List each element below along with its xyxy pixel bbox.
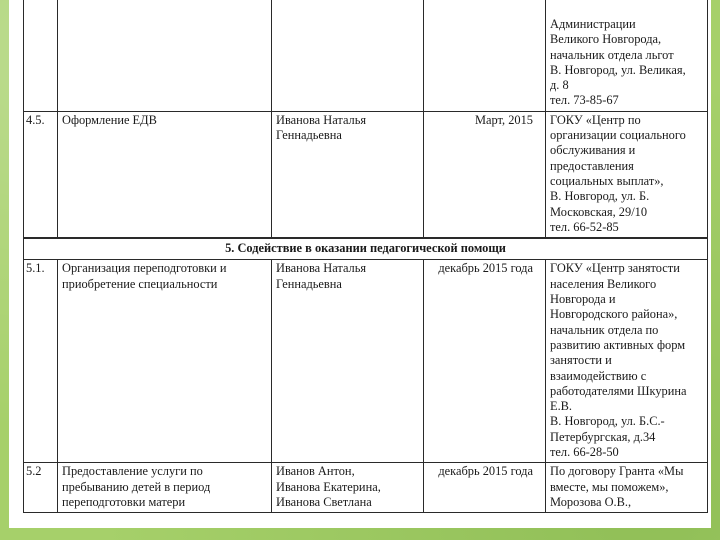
responsible-cell	[272, 111, 424, 238]
table-row	[24, 111, 708, 238]
partner-line: Великого Новгорода,	[550, 32, 662, 47]
partner-line: тел. 66-52-85	[550, 219, 619, 234]
event-line: пребыванию детей в период	[62, 479, 211, 494]
row-number: 5.1.	[24, 260, 58, 463]
partner-cell	[546, 0, 708, 111]
row-number: 4.5.	[24, 111, 58, 238]
partner-line: Московская, 29/10	[550, 204, 648, 219]
plan-table	[23, 0, 708, 513]
partner-line: ГОКУ «Центр по	[550, 112, 641, 127]
partner-line: социальных выплат»,	[550, 173, 664, 188]
responsible-line: Иванова Наталья	[276, 261, 367, 276]
partner-line: В. Новгород, ул. Великая,	[550, 62, 686, 77]
partner-line: тел. 73-85-67	[550, 93, 619, 108]
responsible-cell	[272, 260, 424, 463]
partner-line: д. 8	[550, 78, 569, 93]
partner-line: тел. 66-28-50	[550, 445, 619, 460]
partner-line: Новгорода и	[550, 292, 616, 307]
partner-line: организации социального	[550, 128, 686, 143]
table-row	[24, 260, 708, 463]
responsible-line: Иванова Светлана	[276, 494, 372, 509]
event-cell	[58, 111, 272, 238]
section-row	[24, 238, 708, 260]
responsible-line: Иванова Наталья	[276, 112, 367, 127]
responsible-line: Иванова Екатерина,	[276, 479, 381, 494]
date-cell: декабрь 2015 года	[424, 463, 546, 513]
partner-line: вместе, мы поможем»,	[550, 479, 669, 494]
partner-cell	[546, 260, 708, 463]
partner-line: Е.В.	[550, 399, 573, 414]
partner-line: населения Великого	[550, 276, 657, 291]
event-cell	[58, 0, 272, 111]
partner-line: Новгородского района»,	[550, 307, 678, 322]
partner-line: взаимодействию с	[550, 368, 647, 383]
partner-line: В. Новгород, ул. Б.	[550, 189, 650, 204]
event-cell	[58, 260, 272, 463]
event-cell	[58, 463, 272, 513]
row-number: 5.2	[24, 463, 58, 513]
partner-line: обслуживания и	[550, 143, 636, 158]
event-line: Организация переподготовки и	[62, 261, 227, 276]
partner-line: начальник отдела льгот	[550, 47, 674, 62]
responsible-line: Иванов Антон,	[276, 464, 355, 479]
responsible-cell	[272, 463, 424, 513]
partner-line: развитию активных форм	[550, 337, 686, 352]
partner-cell	[546, 463, 708, 513]
row-number	[24, 0, 58, 111]
date-cell: Март, 2015	[424, 111, 546, 238]
partner-line: предоставления	[550, 158, 634, 173]
event-line: переподготовки матери	[62, 494, 186, 509]
partner-cell	[546, 111, 708, 238]
responsible-cell	[272, 0, 424, 111]
table-row	[24, 0, 708, 111]
partner-line: Администрации	[550, 17, 636, 31]
responsible-line: Геннадьевна	[276, 128, 342, 143]
partner-line: Петербургская, д.34	[550, 429, 656, 444]
slide	[9, 0, 711, 528]
date-cell	[424, 0, 546, 111]
responsible-line: Геннадьевна	[276, 276, 342, 291]
partner-line: По договору Гранта «Мы	[550, 464, 684, 479]
partner-line: ГОКУ «Центр занятости	[550, 261, 680, 276]
event-line: приобретение специальности	[62, 276, 218, 291]
partner-line: работодателями Шкурина	[550, 383, 687, 398]
partner-line: Морозова О.В.,	[550, 494, 632, 509]
partner-line: занятости и	[550, 353, 612, 368]
partner-line: начальник отдела по	[550, 322, 659, 337]
partner-line: В. Новгород, ул. Б.С.-	[550, 414, 665, 429]
event-line: Оформление ЕДВ	[62, 112, 157, 127]
event-line: Предоставление услуги по	[62, 464, 203, 479]
date-cell: декабрь 2015 года	[424, 260, 546, 463]
section-heading: 5. Содействие в оказании педагогической помощи	[24, 238, 708, 260]
table-row	[24, 463, 708, 513]
